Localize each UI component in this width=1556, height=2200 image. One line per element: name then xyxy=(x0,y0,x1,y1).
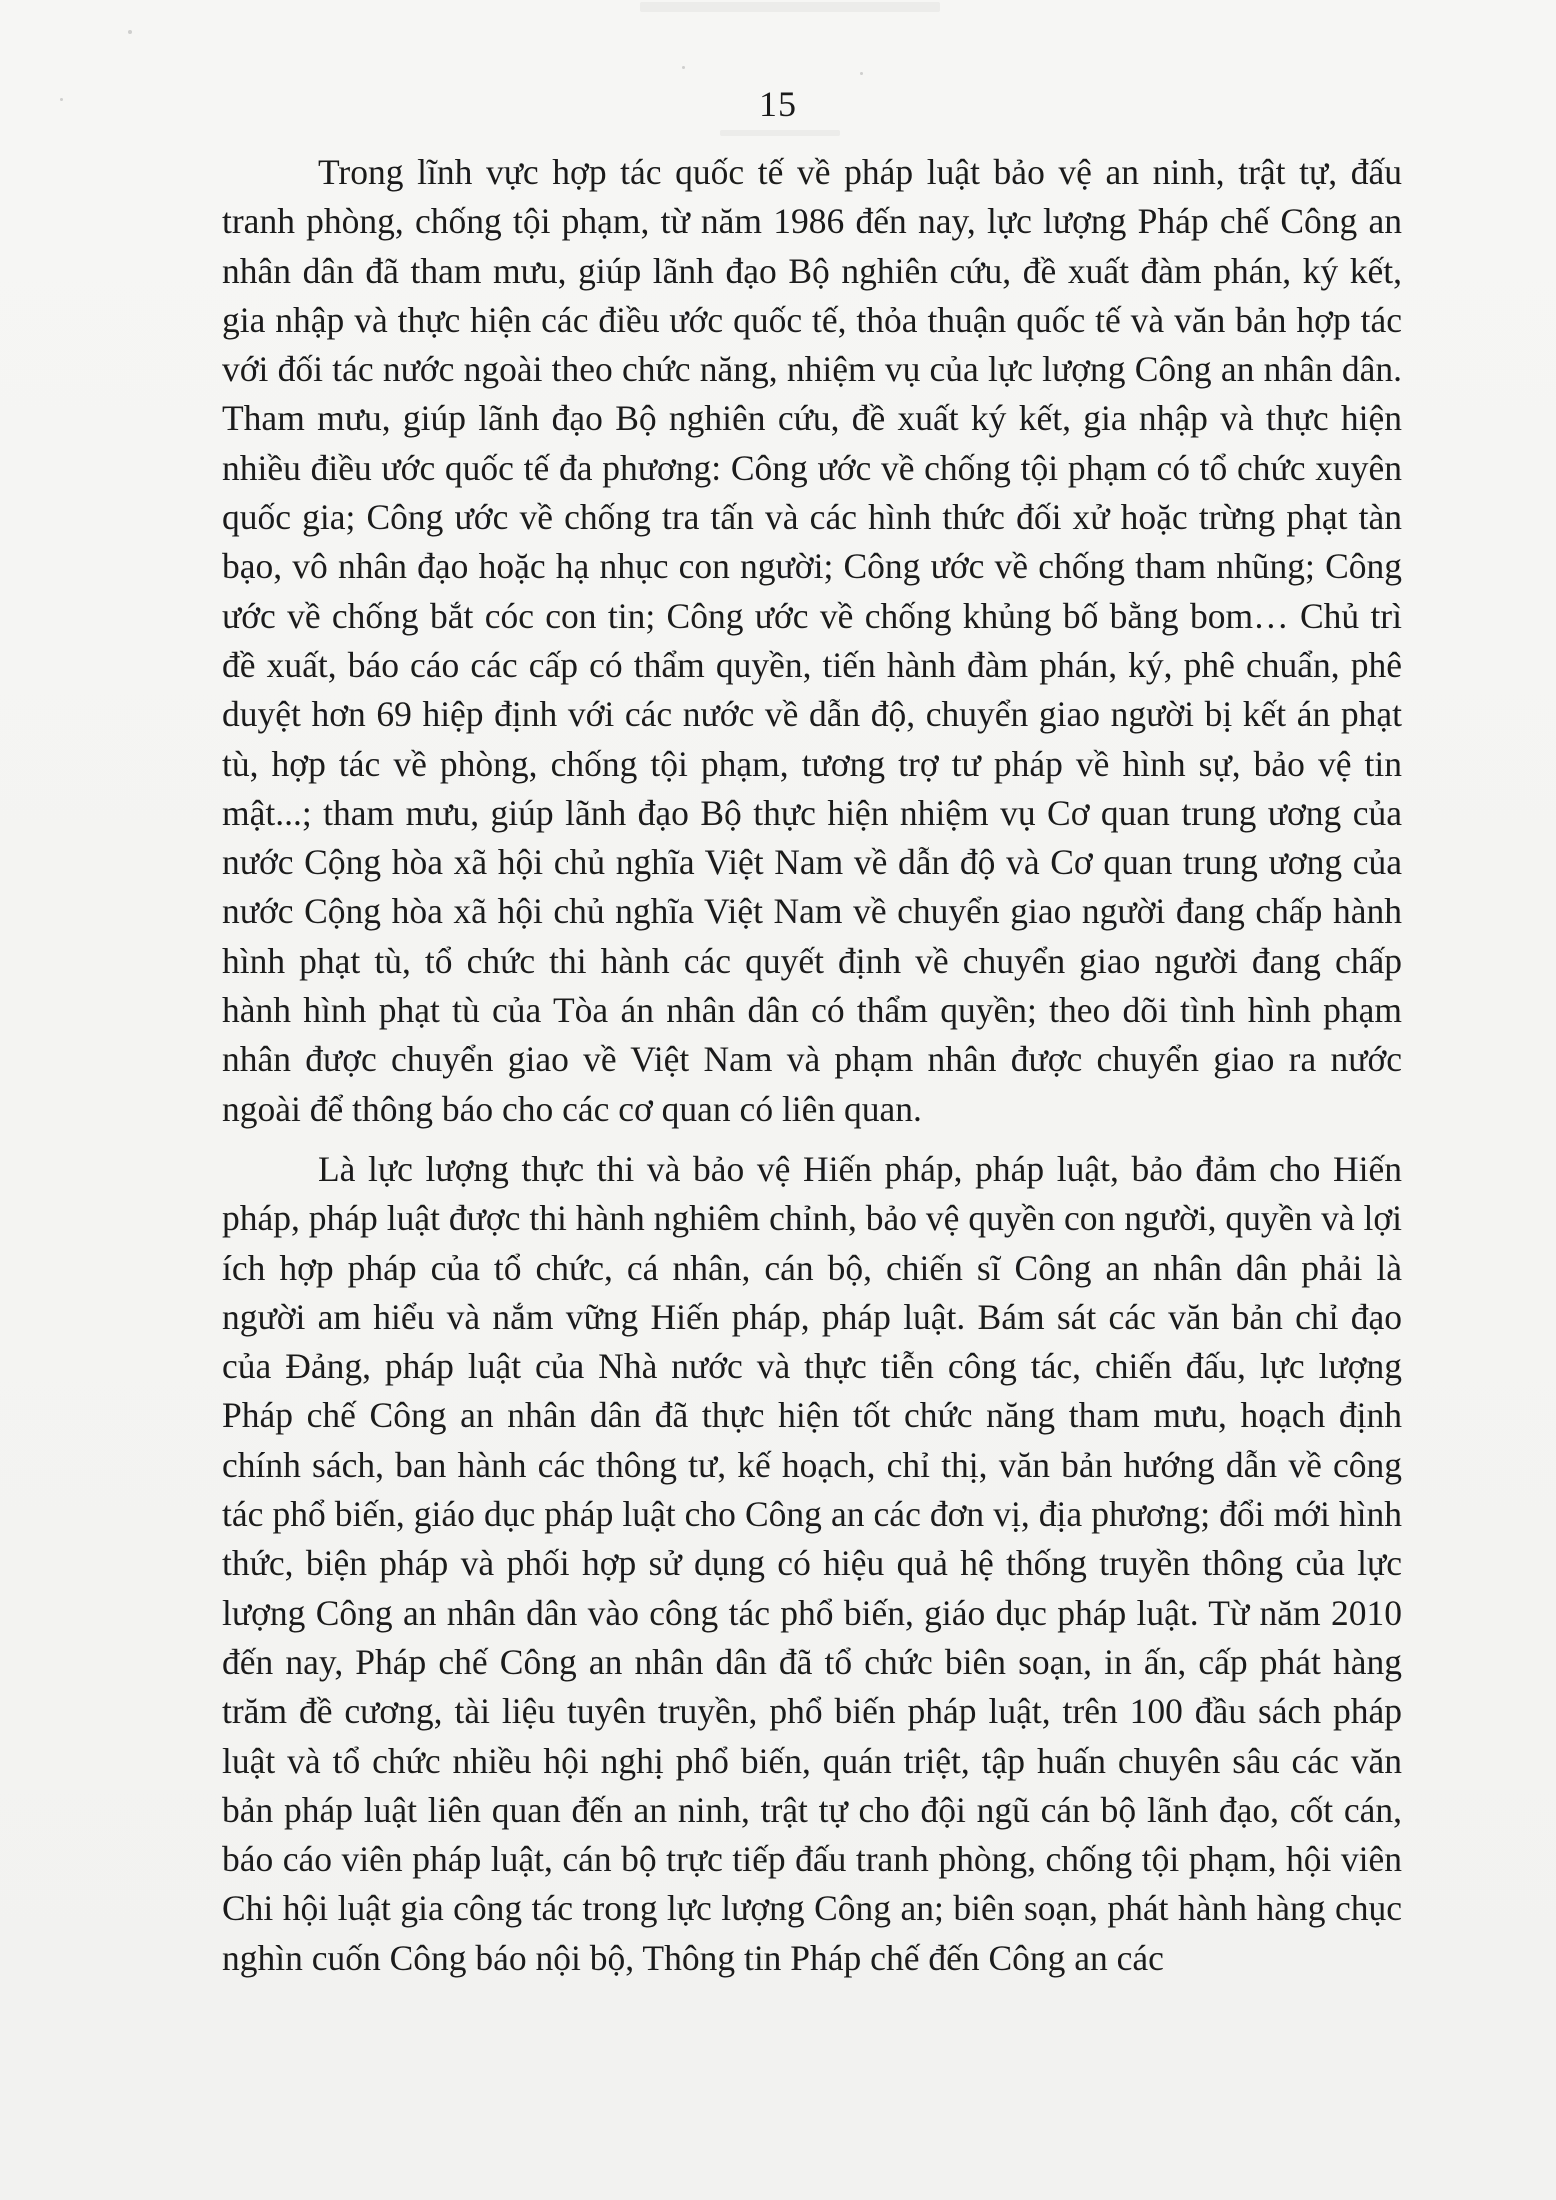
bleed-through-mark xyxy=(720,130,840,136)
body-text xyxy=(222,148,1402,1994)
paragraph-international-cooperation: Trong lĩnh vực hợp tác quốc tế về pháp luật bảo vệ an ninh, trật tự, đấu tranh phòng, chống tội phạm, từ năm 1986 đến nay, lực lượng Pháp chế Công an nhân dân đã tham mưu, giúp lãnh đạo Bộ nghiên cứu, đề xuất đàm phán, ký kết, gia nhập và thực hiện các điều ước quốc tế, thỏa thuận quốc tế và văn bản hợp tác với đối tác nước ngoài theo chức năng, nhiệm vụ của lực lượng Công an nhân dân. Tham mưu, giúp lãnh đạo Bộ nghiên cứu, đề xuất ký kết, gia nhập và thực hiện nhiều điều ước quốc tế đa phương: Công ước về chống tội phạm có tổ chức xuyên quốc gia; Công ước về chống tra tấn và các hình thức đối xử hoặc trừng phạt tàn bạo, vô nhân đạo hoặc hạ nhục con người; Công ước về chống tham nhũng; Công ước về chống bắt cóc con tin; Công ước về chống khủng bố bằng bom… Chủ trì đề xuất, báo cáo các cấp có thẩm quyền, tiến hành đàm phán, ký, phê chuẩn, phê duyệt hơn 69 hiệp định với các nước về dẫn độ, chuyển giao người bị kết án phạt tù, hợp tác về phòng, chống tội phạm, tương trợ tư pháp về hình sự, bảo vệ tin mật...; tham mưu, giúp lãnh đạo Bộ thực hiện nhiệm vụ Cơ quan trung ương của nước Cộng hòa xã hội chủ nghĩa Việt Nam về dẫn độ và Cơ quan trung ương của nước Cộng hòa xã hội chủ nghĩa Việt Nam về chuyển giao người đang chấp hành hình phạt tù, tổ chức thi hành các quyết định về chuyển giao người đang chấp hành hình phạt tù của Tòa án nhân dân có thẩm quyền; theo dõi tình hình phạm nhân được chuyển giao về Việt Nam và phạm nhân được chuyển giao ra nước ngoài để thông báo cho các cơ quan có liên quan. xyxy=(222,152,1402,1129)
scan-speck xyxy=(860,72,863,75)
page-number: 15 xyxy=(759,84,797,124)
scan-speck xyxy=(128,30,132,34)
scan-speck xyxy=(682,66,685,69)
paragraph-law-dissemination: Là lực lượng thực thi và bảo vệ Hiến pháp, pháp luật, bảo đảm cho Hiến pháp, pháp luật được thi hành nghiêm chỉnh, bảo vệ quyền con người, quyền và lợi ích hợp pháp của tổ chức, cá nhân, cán bộ, chiến sĩ Công an nhân dân phải là người am hiểu và nắm vững Hiến pháp, pháp luật. Bám sát các văn bản chỉ đạo của Đảng, pháp luật của Nhà nước và thực tiễn công tác, chiến đấu, lực lượng Pháp chế Công an nhân dân đã thực hiện tốt chức năng tham mưu, hoạch định chính sách, ban hành các thông tư, kế hoạch, chỉ thị, văn bản hướng dẫn về công tác phổ biến, giáo dục pháp luật cho Công an các đơn vị, địa phương; đổi mới hình thức, biện pháp và phối hợp sử dụng có hiệu quả hệ thống truyền thông của lực lượng Công an nhân dân vào công tác phổ biến, giáo dục pháp luật. Từ năm 2010 đến nay, Pháp chế Công an nhân dân đã tổ chức biên soạn, in ấn, cấp phát hàng trăm đề cương, tài liệu tuyên truyền, phổ biến pháp luật, trên 100 đầu sách pháp luật và tổ chức nhiều hội nghị phổ biến, quán triệt, tập huấn chuyên sâu các văn bản pháp luật liên quan đến an ninh, trật tự cho đội ngũ cán bộ lãnh đạo, cốt cán, báo cáo viên pháp luật, cán bộ trực tiếp đấu tranh phòng, chống tội phạm, hội viên Chi hội luật gia công tác trong lực lượng Công an; biên soạn, phát hành hàng chục nghìn cuốn Công báo nội bộ, Thông tin Pháp chế đến Công an các xyxy=(222,1148,1402,1978)
bleed-through-mark xyxy=(640,2,940,12)
